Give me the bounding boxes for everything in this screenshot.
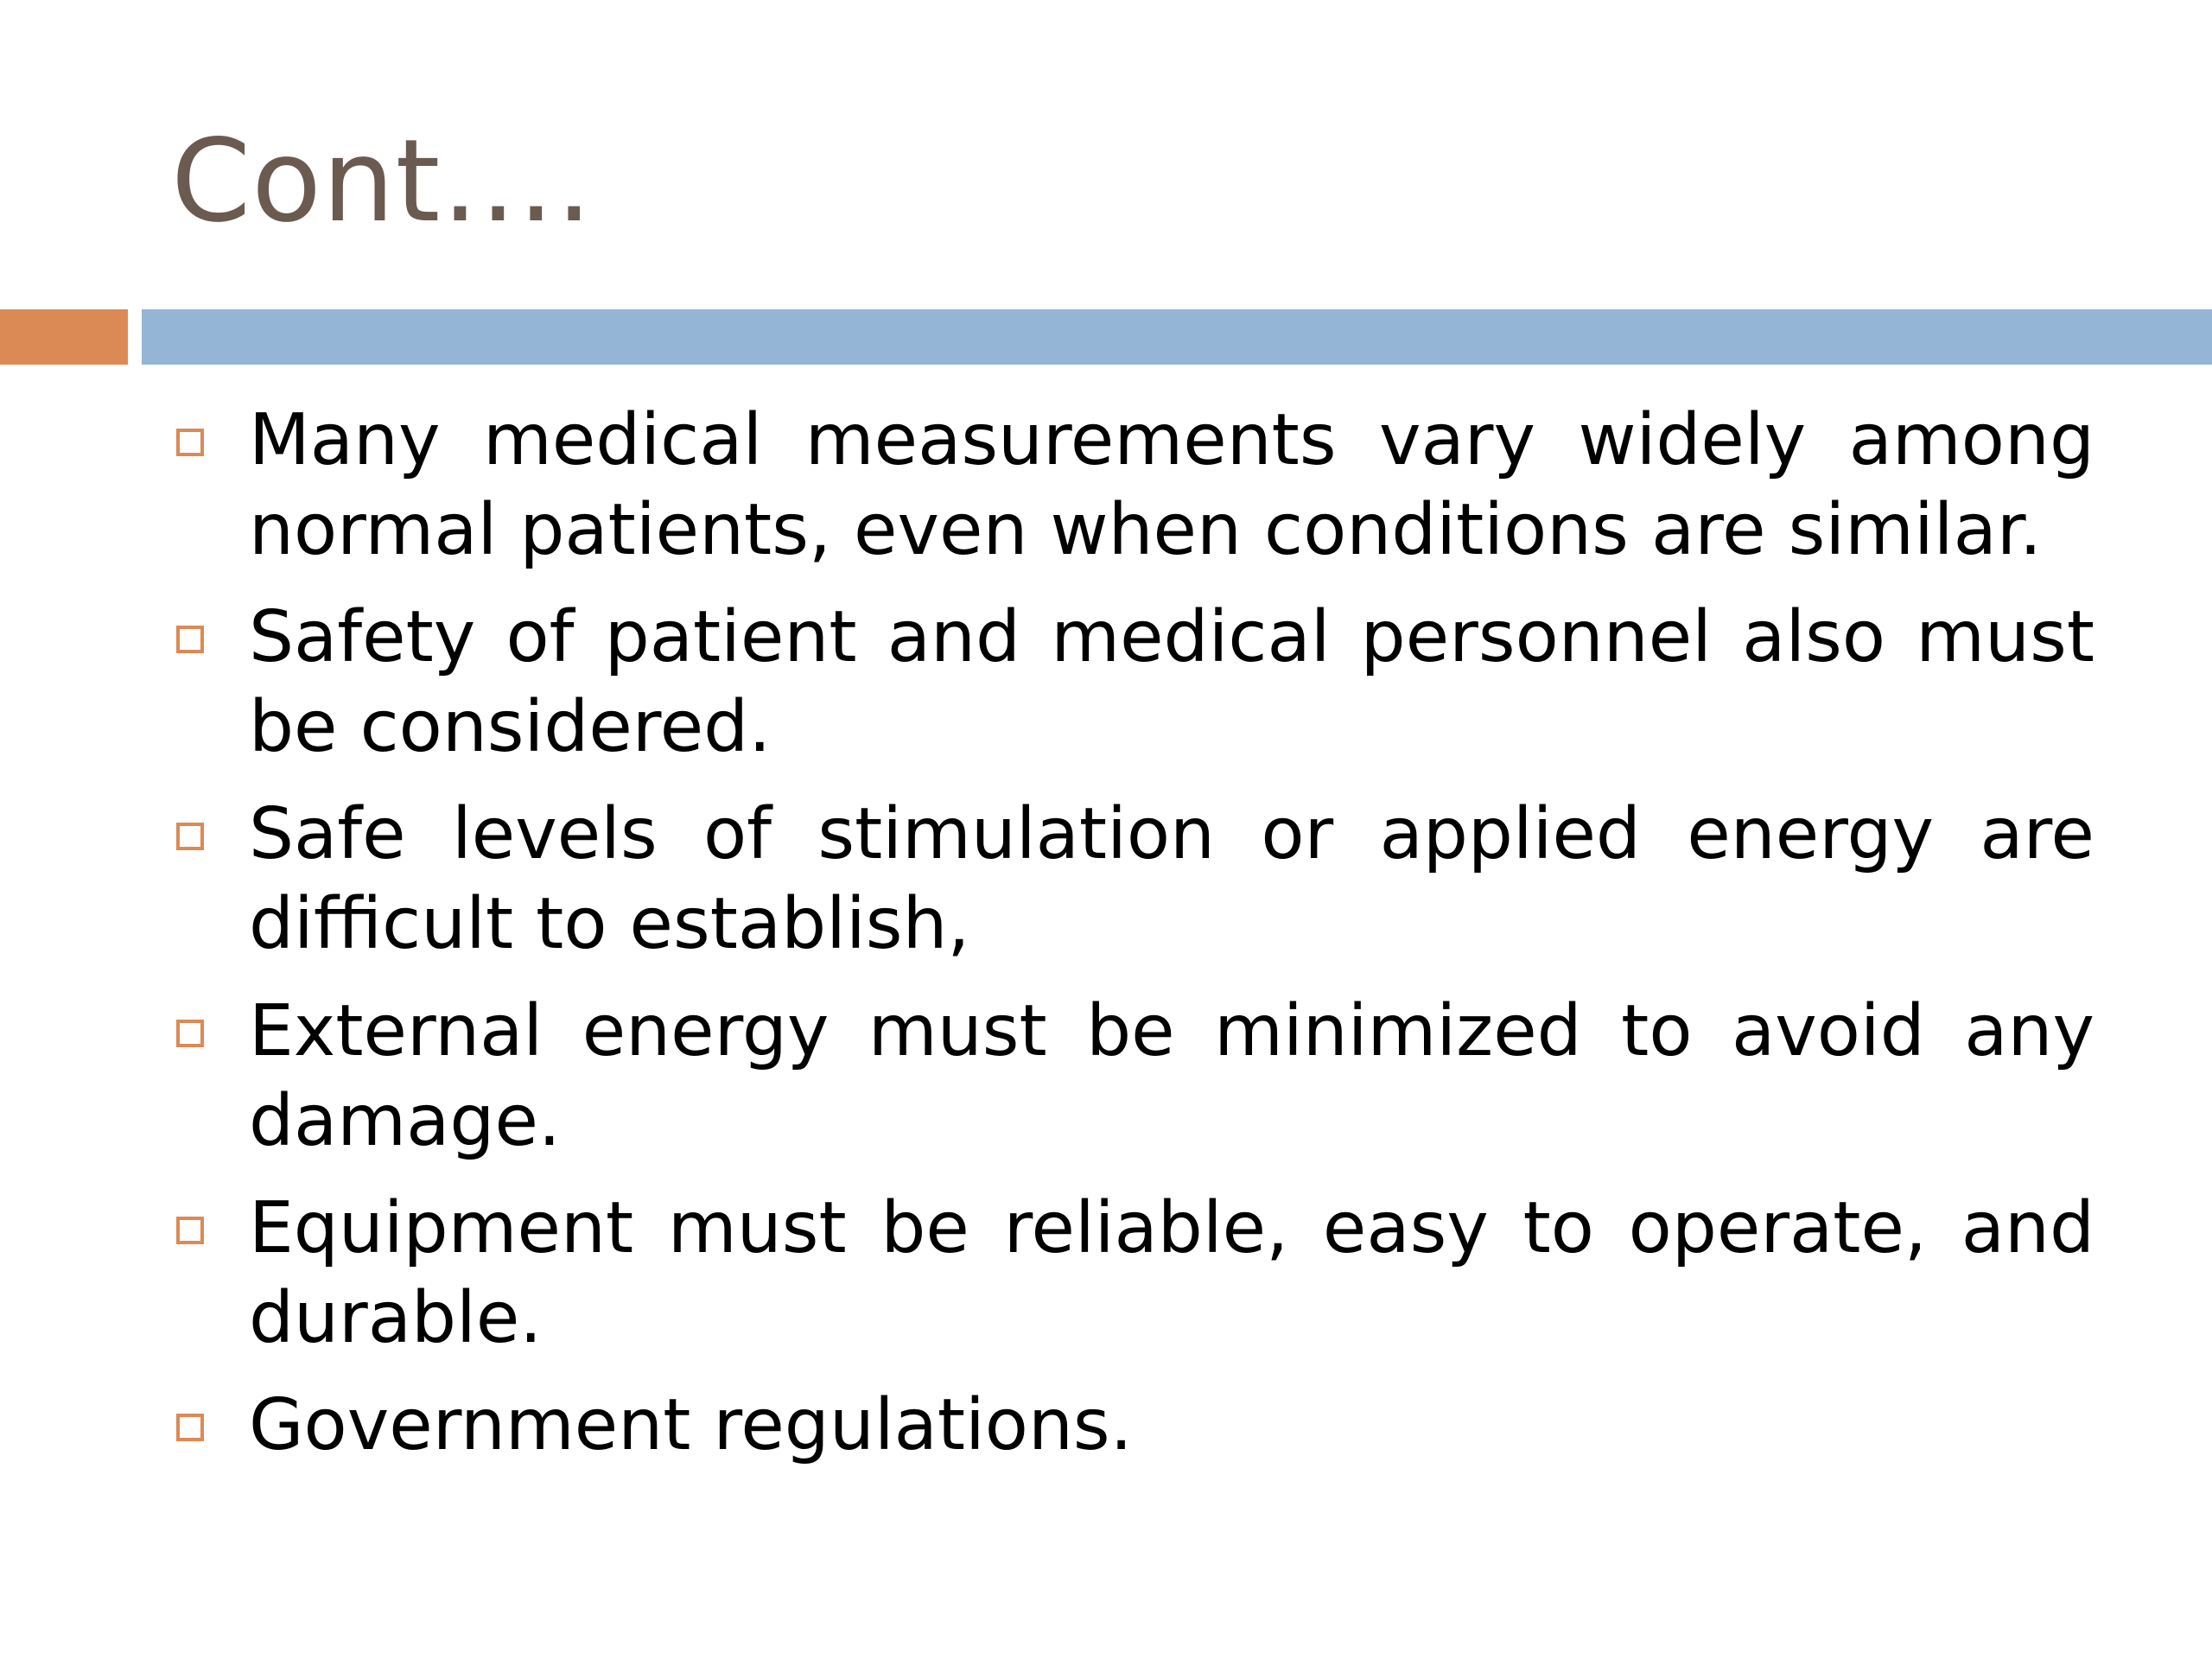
hollow-square-bullet-icon	[176, 1020, 204, 1047]
bullet-item	[171, 1184, 2094, 1363]
bullet-list	[171, 396, 2094, 1488]
title-divider-bar	[142, 309, 2212, 365]
bullet-item	[171, 987, 2094, 1166]
hollow-square-bullet-icon	[176, 823, 204, 850]
slide-title: Cont….	[171, 115, 594, 248]
bullet-text: Equipment must be reliable, easy to operate, and durable.	[249, 1187, 2094, 1359]
bullet-item	[171, 593, 2094, 772]
hollow-square-bullet-icon	[176, 1217, 204, 1244]
bullet-text: Government regulations.	[249, 1384, 1133, 1466]
hollow-square-bullet-icon	[176, 1414, 204, 1441]
hollow-square-bullet-icon	[176, 626, 204, 653]
bullet-text: Many medical measurements vary widely among normal patients, even when conditions are similar.	[249, 399, 2094, 571]
hollow-square-bullet-icon	[176, 429, 204, 456]
bullet-text: External energy must be minimized to avoid any damage.	[249, 990, 2094, 1162]
bullet-item	[171, 790, 2094, 969]
bullet-item	[171, 396, 2094, 575]
accent-bar	[0, 309, 128, 365]
bullet-text: Safety of patient and medical personnel also must be considered.	[249, 596, 2094, 768]
bullet-item	[171, 1381, 2094, 1471]
bullet-text: Safe levels of stimulation or applied energy are difficult to establish,	[249, 793, 2094, 965]
